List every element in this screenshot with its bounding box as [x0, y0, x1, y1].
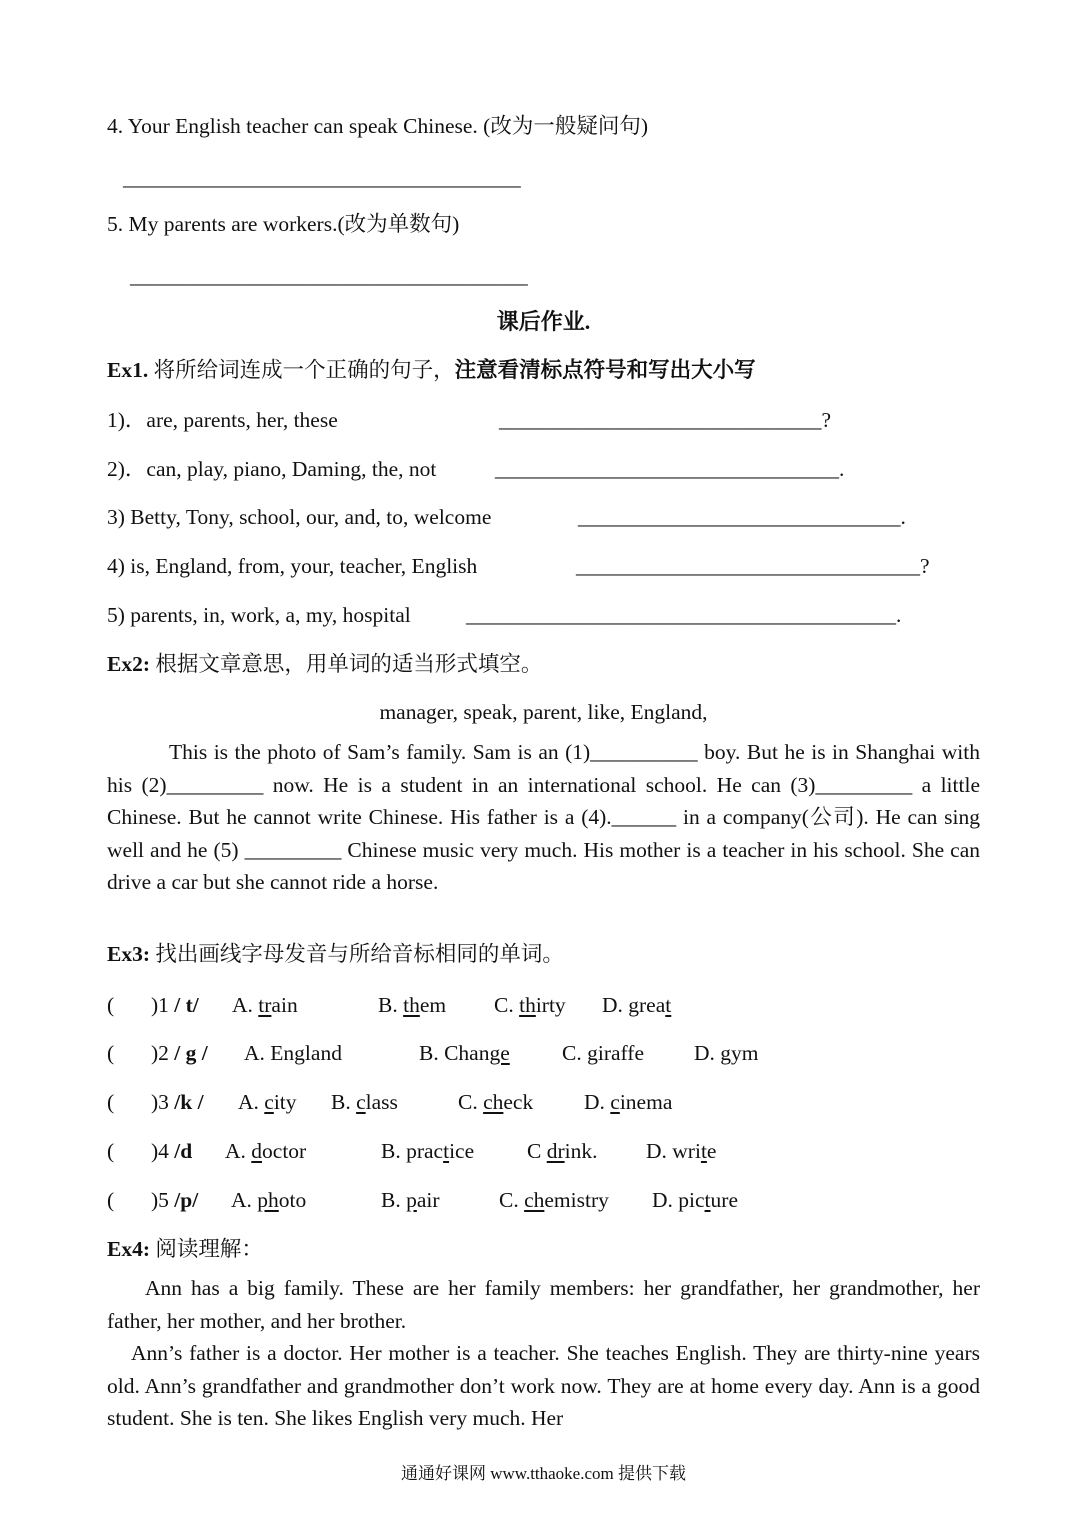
ex1-item-3-answer[interactable] — [578, 503, 906, 531]
underlined-letters: ch — [524, 1188, 545, 1212]
ex1-instruction-bold: 注意看清标点符号和写出大小写 — [454, 358, 756, 382]
ex3-phonetic-symbol: /p/ — [174, 1188, 199, 1212]
option-prefix: B. Chan — [419, 1041, 490, 1065]
option-suffix: iraffe — [597, 1041, 644, 1065]
ex1-item-3-blank[interactable]: ______________________________ — [578, 505, 901, 529]
underlined-letters: g — [720, 1041, 732, 1065]
option-prefix: C — [527, 1139, 547, 1163]
ex1-item-1 — [107, 406, 338, 434]
ex4-label: Ex4: — [107, 1237, 150, 1261]
ex3-option-a[interactable] — [244, 1039, 342, 1067]
ex3-question-number — [151, 1088, 204, 1116]
option-prefix: D. — [584, 1090, 611, 1114]
option-suffix: eck — [503, 1090, 534, 1114]
ex1-item-5-answer[interactable] — [466, 601, 901, 629]
option-prefix: C. — [494, 993, 520, 1017]
ex3-option-d[interactable] — [652, 1186, 738, 1214]
option-prefix: B. prac — [381, 1139, 444, 1163]
option-suffix: ity — [273, 1090, 297, 1114]
question-4: 4. Your English teacher can speak Chinese. (改为一般疑问句) — [107, 114, 648, 138]
ex1-item-3 — [107, 503, 491, 531]
ex1-item-4-words: 4) is, England, from, your, teacher, English — [107, 554, 478, 578]
underlined-letters: g — [294, 1041, 305, 1065]
ex3-question-number — [151, 1039, 208, 1067]
ex1-item-1-blank[interactable]: ______________________________ — [499, 408, 822, 432]
ex1-item-4-blank[interactable]: ________________________________ — [576, 554, 920, 578]
ex3-number: )2 — [151, 1041, 175, 1065]
ex1-item-3-words: 3) Betty, Tony, school, our, and, to, welcome — [107, 505, 492, 529]
ex1-item-2-end: . — [839, 457, 845, 481]
option-suffix: e — [706, 1139, 717, 1163]
option-prefix: B. — [378, 993, 404, 1017]
ex1-item-2-words: 2)．can, play, piano, Daming, the, not — [107, 457, 437, 481]
ex3-option-b[interactable] — [381, 1137, 474, 1165]
ex1-item-2 — [107, 455, 436, 483]
underlined-letters: th — [519, 993, 536, 1017]
underlined-letters: c — [610, 1090, 620, 1114]
option-prefix: C. — [562, 1041, 588, 1065]
ex3-option-b[interactable] — [378, 991, 446, 1019]
option-prefix: D. — [694, 1041, 721, 1065]
ex4-paragraph-2: Ann’s father is a doctor. Her mother is a teacher. She teaches English. They are thirty-nine years old. Ann’s grandfather and grandmother don’t work now. They are at home every day. Ann is a good student. She is ten. She likes English very much. Her — [107, 1341, 980, 1430]
ex3-option-c[interactable] — [527, 1137, 598, 1165]
option-suffix: inema — [619, 1090, 673, 1114]
option-prefix: C. — [499, 1188, 525, 1212]
ex1-item-2-blank[interactable]: ________________________________ — [495, 457, 839, 481]
ex3-phonetic-symbol: / g / — [174, 1041, 208, 1065]
ex1-item-5-blank[interactable]: ________________________________________ — [466, 603, 896, 627]
ex3-answer-bracket[interactable]: ( — [107, 1139, 115, 1163]
option-suffix: em — [419, 993, 447, 1017]
ex1-item-5-end: . — [896, 603, 902, 627]
ex1-item-1-answer[interactable] — [499, 406, 831, 434]
underlined-letters: th — [403, 993, 420, 1017]
option-suffix: irty — [535, 993, 566, 1017]
ex3-question-number — [151, 991, 199, 1019]
ex3-option-d[interactable] — [584, 1088, 672, 1116]
option-prefix: A. En — [244, 1041, 295, 1065]
ex2-label: Ex2: — [107, 652, 150, 676]
underlined-letters: ph — [257, 1188, 279, 1212]
ex3-phonetic-symbol: / t/ — [174, 993, 199, 1017]
ex3-option-b[interactable] — [381, 1186, 440, 1214]
underlined-letters: t — [443, 1139, 450, 1163]
ex1-item-5-words: 5) parents, in, work, a, my, hospital — [107, 603, 411, 627]
option-prefix: A. — [231, 1188, 258, 1212]
ex4-paragraph-1: Ann has a big family. These are her family members: her grandfather, her grandmother, her father, her mother, and her brother. — [107, 1276, 980, 1333]
ex1-header — [107, 356, 756, 384]
ex1-item-5 — [107, 601, 411, 629]
ex3-number: )4 — [151, 1139, 175, 1163]
option-prefix: A. — [232, 993, 259, 1017]
ex2-word-bank: manager, speak, parent, like, England, — [379, 700, 708, 724]
ex1-item-2-answer[interactable] — [495, 455, 844, 483]
ex3-instruction: 找出画线字母发音与所给音标相同的单词。 — [155, 942, 564, 966]
underlined-letters: p — [406, 1188, 417, 1212]
ex3-number: )3 — [151, 1090, 175, 1114]
option-prefix: D. wri — [646, 1139, 701, 1163]
ex3-number: )5 — [151, 1188, 175, 1212]
option-prefix: A. — [238, 1090, 265, 1114]
option-suffix: ain — [271, 993, 298, 1017]
ex1-item-4 — [107, 552, 477, 580]
answer-line-5[interactable]: _____________________________________ — [130, 264, 528, 288]
ex3-answer-bracket[interactable]: ( — [107, 993, 115, 1017]
option-suffix: ure — [710, 1188, 738, 1212]
option-suffix: ink. — [564, 1139, 598, 1163]
ex4-header — [107, 1235, 263, 1263]
ex3-option-b[interactable] — [331, 1088, 398, 1116]
ex3-answer-bracket[interactable]: ( — [107, 1090, 115, 1114]
underlined-letters: t — [700, 1139, 707, 1163]
option-prefix: A. — [225, 1139, 252, 1163]
option-suffix: oto — [278, 1188, 307, 1212]
option-suffix: octor — [262, 1139, 307, 1163]
ex3-label: Ex3: — [107, 942, 150, 966]
option-suffix: emistry — [544, 1188, 609, 1212]
ex3-phonetic-symbol: /k / — [174, 1090, 204, 1114]
option-prefix: D. pic — [652, 1188, 705, 1212]
option-prefix: B. — [381, 1188, 407, 1212]
ex3-option-b[interactable] — [419, 1039, 510, 1067]
ex3-option-c[interactable] — [562, 1039, 644, 1067]
option-suffix: air — [416, 1188, 440, 1212]
ex4-instruction: 阅读理解： — [155, 1237, 263, 1261]
homework-title: 课后作业. — [496, 309, 591, 334]
ex2-passage: This is the photo of Sam’s family. Sam is an (1)__________ boy. But he is in Shanghai with his (2)_________ now. He is a student in an international school. He can (3)_________ a little Chinese. But he cannot write Chinese. His father is a (4).______ in a company(公司). He can sing well and he (5) _________ Chinese music very much. His mother is a teacher in his school. She can drive a car but she cannot ride a horse. — [107, 740, 980, 894]
underlined-letters: t — [704, 1188, 711, 1212]
ex3-option-a[interactable] — [225, 1137, 306, 1165]
underlined-letters: dr — [546, 1139, 565, 1163]
underlined-letters: t — [665, 993, 672, 1017]
ex3-option-a[interactable] — [232, 991, 298, 1019]
option-suffix: land — [304, 1041, 342, 1065]
ex3-header — [107, 940, 564, 968]
ex1-item-4-answer[interactable] — [576, 552, 930, 580]
ex2-header — [107, 650, 542, 678]
ex3-option-a[interactable] — [238, 1088, 297, 1116]
ex1-item-4-end: ? — [920, 554, 930, 578]
ex3-question-number — [151, 1186, 198, 1214]
ex3-option-c[interactable] — [458, 1088, 533, 1116]
option-suffix: ice — [449, 1139, 475, 1163]
ex3-option-d[interactable] — [646, 1137, 716, 1165]
ex2-instruction: 根据文章意思，用单词的适当形式填空。 — [155, 652, 543, 676]
ex3-option-d[interactable] — [602, 991, 671, 1019]
option-prefix: D. grea — [602, 993, 666, 1017]
underlined-letters: d — [251, 1139, 263, 1163]
option-suffix: lass — [365, 1090, 398, 1114]
option-suffix: ym — [731, 1041, 759, 1065]
option-prefix: B. — [331, 1090, 357, 1114]
ex1-item-1-end: ? — [821, 408, 832, 432]
ex3-number: )1 — [151, 993, 175, 1017]
ex3-phonetic-symbol: /d — [174, 1139, 193, 1163]
ex1-item-1-words: 1)．are, parents, her, these — [107, 408, 338, 432]
ex1-label: Ex1. — [107, 358, 149, 382]
underlined-letters: c — [264, 1090, 274, 1114]
ex3-answer-bracket[interactable]: ( — [107, 1041, 115, 1065]
underlined-letters: g — [587, 1041, 598, 1065]
underlined-letters: tr — [258, 993, 272, 1017]
ex1-instruction: 将所给词连成一个正确的句子， — [153, 358, 455, 382]
ex3-answer-bracket[interactable]: ( — [107, 1188, 115, 1212]
ex3-option-a[interactable] — [231, 1186, 306, 1214]
underlined-letters: ge — [489, 1041, 510, 1065]
underlined-letters: ch — [483, 1090, 504, 1114]
ex1-item-3-end: . — [900, 505, 906, 529]
ex3-option-c[interactable] — [494, 991, 566, 1019]
ex3-question-number — [151, 1137, 192, 1165]
question-5: 5. My parents are workers.(改为单数句) — [107, 212, 460, 236]
answer-line-4[interactable]: _____________________________________ — [123, 166, 521, 190]
ex3-option-d[interactable] — [694, 1039, 759, 1067]
underlined-letters: c — [356, 1090, 366, 1114]
page-footer: 通通好课网 www.tthaoke.com 提供下载 — [400, 1464, 687, 1483]
option-prefix: C. — [458, 1090, 484, 1114]
ex3-option-c[interactable] — [499, 1186, 609, 1214]
